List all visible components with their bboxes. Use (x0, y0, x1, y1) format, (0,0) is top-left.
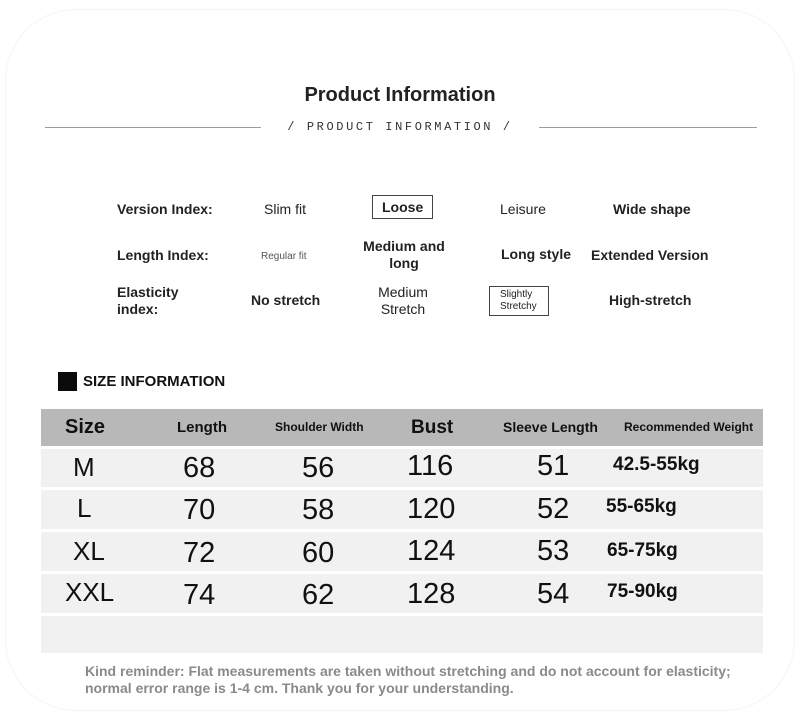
table-cell-shoulder: 62 (302, 579, 335, 611)
row-separator (41, 446, 763, 449)
length-option-long-style: Long style (501, 246, 572, 262)
table-cell-weight: 42.5-55kg (613, 454, 700, 475)
col-header-size: Size (65, 416, 106, 438)
divider-right (539, 127, 757, 128)
table-cell-bust: 120 (407, 493, 456, 525)
table-cell-shoulder: 60 (302, 537, 335, 569)
table-cell-length: 72 (183, 537, 216, 569)
col-header-bust: Bust (411, 417, 454, 438)
square-bullet-icon (58, 372, 77, 391)
table-cell-size: M (73, 452, 95, 482)
row-separator (41, 529, 763, 532)
table-cell-bust: 124 (407, 535, 456, 567)
elasticity-option-no-stretch: No stretch (251, 292, 321, 308)
elasticity-option-slightly-stretchy-selected: Slightly Stretchy (489, 286, 549, 316)
col-header-recommended-weight: Recommended Weight (624, 420, 754, 434)
version-option-leisure: Leisure (500, 201, 546, 217)
table-cell-length: 68 (183, 452, 216, 484)
table-header (41, 409, 763, 446)
table-cell-sleeve: 54 (537, 578, 570, 610)
version-option-loose-selected: Loose (372, 195, 433, 219)
length-option-extended-version: Extended Version (591, 247, 709, 263)
version-option-wide-shape: Wide shape (613, 201, 691, 217)
length-index-label: Length Index: (117, 247, 209, 263)
length-option-medium-long: Medium and long (363, 238, 445, 271)
elasticity-option-medium-stretch: Medium Stretch (378, 284, 428, 317)
col-header-shoulder-width: Shoulder Width (275, 420, 364, 434)
size-section-heading (58, 372, 225, 391)
page-title: Product Information (304, 84, 496, 106)
elasticity-index-label: Elasticity index: (117, 284, 179, 317)
col-header-length: Length (177, 419, 227, 436)
table-cell-size: XL (73, 536, 105, 566)
table-cell-sleeve: 53 (537, 535, 570, 567)
table-cell-sleeve: 51 (537, 450, 570, 482)
col-header-sleeve-length: Sleeve Length (503, 419, 598, 435)
table-cell-length: 70 (183, 494, 216, 526)
page-subtitle: / PRODUCT INFORMATION / (287, 120, 513, 134)
version-option-slim-fit: Slim fit (264, 201, 306, 217)
length-option-regular-fit: Regular fit (261, 251, 307, 262)
table-cell-weight: 65-75kg (607, 540, 678, 561)
table-cell-length: 74 (183, 579, 216, 611)
table-cell-sleeve: 52 (537, 493, 570, 525)
table-cell-weight: 75-90kg (607, 581, 678, 602)
table-cell-weight: 55-65kg (606, 496, 677, 517)
kind-reminder-note: Kind reminder: Flat measurements are taken without stretching and do not account for elasticity; normal error range is 1-4 cm. Thank you for your understanding. (85, 663, 731, 696)
table-cell-bust: 116 (407, 450, 454, 482)
table-cell-shoulder: 56 (302, 452, 335, 484)
table-cell-size: XXL (65, 577, 115, 607)
row-separator (41, 487, 763, 490)
size-table (41, 409, 763, 653)
row-separator (41, 571, 763, 574)
table-cell-bust: 128 (407, 578, 456, 610)
row-separator (41, 613, 763, 616)
table-cell-shoulder: 58 (302, 494, 335, 526)
table-cell-size: L (77, 493, 92, 523)
elasticity-option-high-stretch: High-stretch (609, 292, 692, 308)
version-index-label: Version Index: (117, 201, 213, 217)
size-section-title: SIZE INFORMATION (83, 373, 226, 390)
